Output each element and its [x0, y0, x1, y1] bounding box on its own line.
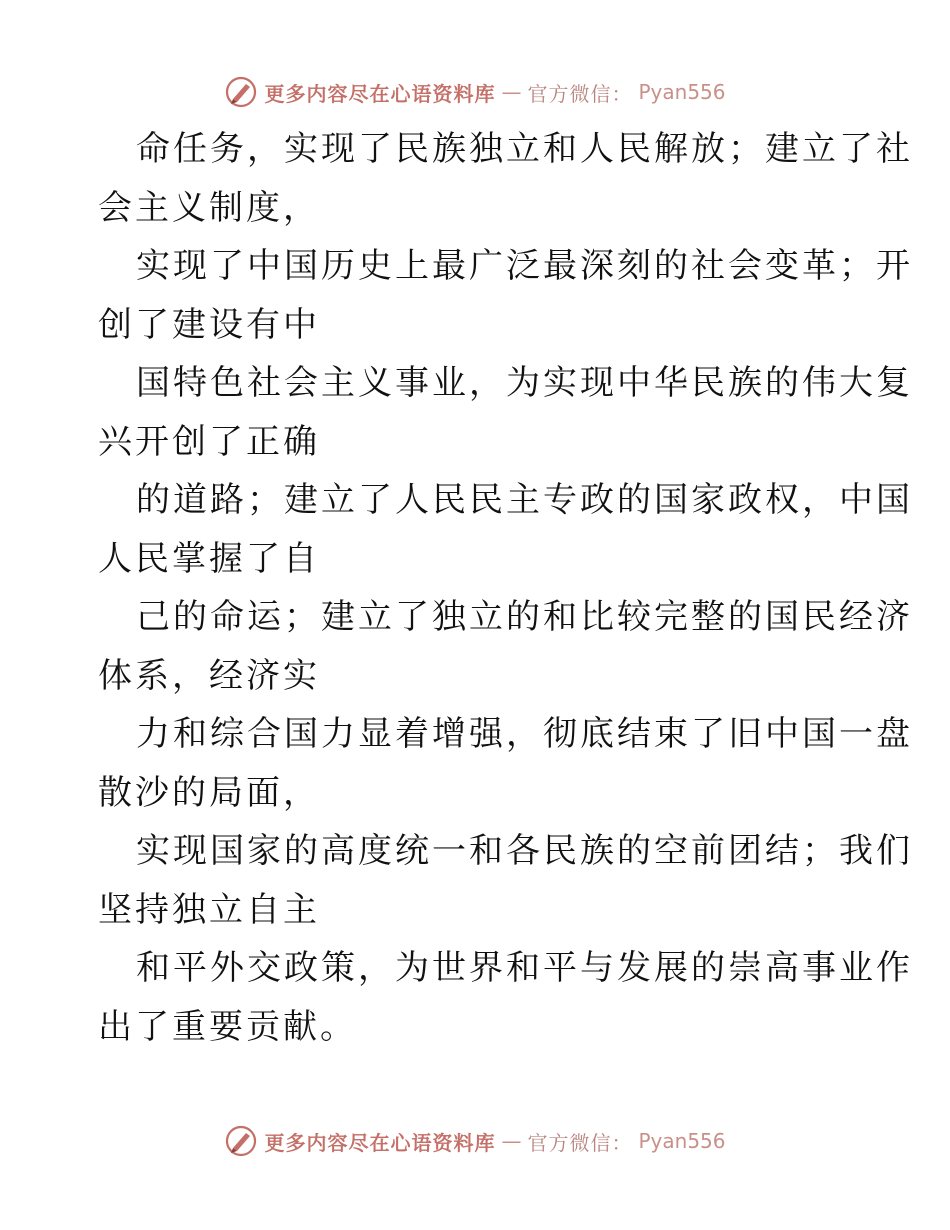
paragraph-3	[98, 354, 913, 471]
watermark-wechat-id: Pyan556	[638, 1129, 726, 1153]
watermark-main-text: 更多内容尽在心语资料库	[264, 81, 496, 106]
watermark-main-text: 更多内容尽在心语资料库	[264, 1130, 496, 1155]
watermark-wechat-label: 官方微信：	[527, 1130, 633, 1155]
paragraph-line: 创了建设有中	[98, 304, 320, 345]
document-body	[98, 120, 913, 1056]
paragraph-line: 出了重要贡献。	[98, 1006, 357, 1047]
paragraph-line: 和平外交政策，为世界和平与发展的崇高事业作	[136, 948, 913, 988]
paragraph-line: 实现国家的高度统一和各民族的空前团结；我们	[136, 831, 913, 871]
paragraph-2	[98, 237, 913, 354]
header-watermark	[0, 72, 950, 112]
paragraph-line: 国特色社会主义事业，为实现中华民族的伟大复	[136, 363, 913, 403]
watermark-wechat-id: Pyan556	[638, 80, 726, 104]
paragraph-line: 力和综合国力显着增强，彻底结束了旧中国一盘	[136, 714, 913, 754]
pen-logo-icon	[224, 75, 258, 109]
footer-watermark	[0, 1121, 950, 1161]
paragraph-line: 实现了中国历史上最广泛最深刻的社会变革；开	[136, 246, 913, 286]
paragraph-line: 坚持独立自主	[98, 889, 320, 930]
paragraph-line: 人民掌握了自	[98, 538, 320, 579]
paragraph-4	[98, 471, 913, 588]
paragraph-5	[98, 588, 913, 705]
paragraph-line: 体系，经济实	[98, 655, 320, 696]
paragraph-6	[98, 705, 913, 822]
paragraph-8	[98, 939, 913, 1056]
paragraph-line: 的道路；建立了人民民主专政的国家政权，中国	[136, 480, 913, 520]
watermark-dash: —	[501, 80, 522, 104]
paragraph-line: 命任务，实现了民族独立和人民解放；建立了社	[136, 129, 913, 169]
pen-logo-icon	[224, 1124, 258, 1158]
paragraph-line: 己的命运；建立了独立的和比较完整的国民经济	[136, 597, 913, 637]
paragraph-line: 散沙的局面，	[98, 772, 320, 813]
paragraph-line: 会主义制度，	[98, 187, 320, 228]
watermark-dash: —	[501, 1129, 522, 1153]
watermark-wechat-label: 官方微信：	[527, 81, 633, 106]
paragraph-line: 兴开创了正确	[98, 421, 320, 462]
paragraph-7	[98, 822, 913, 939]
paragraph-1	[98, 120, 913, 237]
